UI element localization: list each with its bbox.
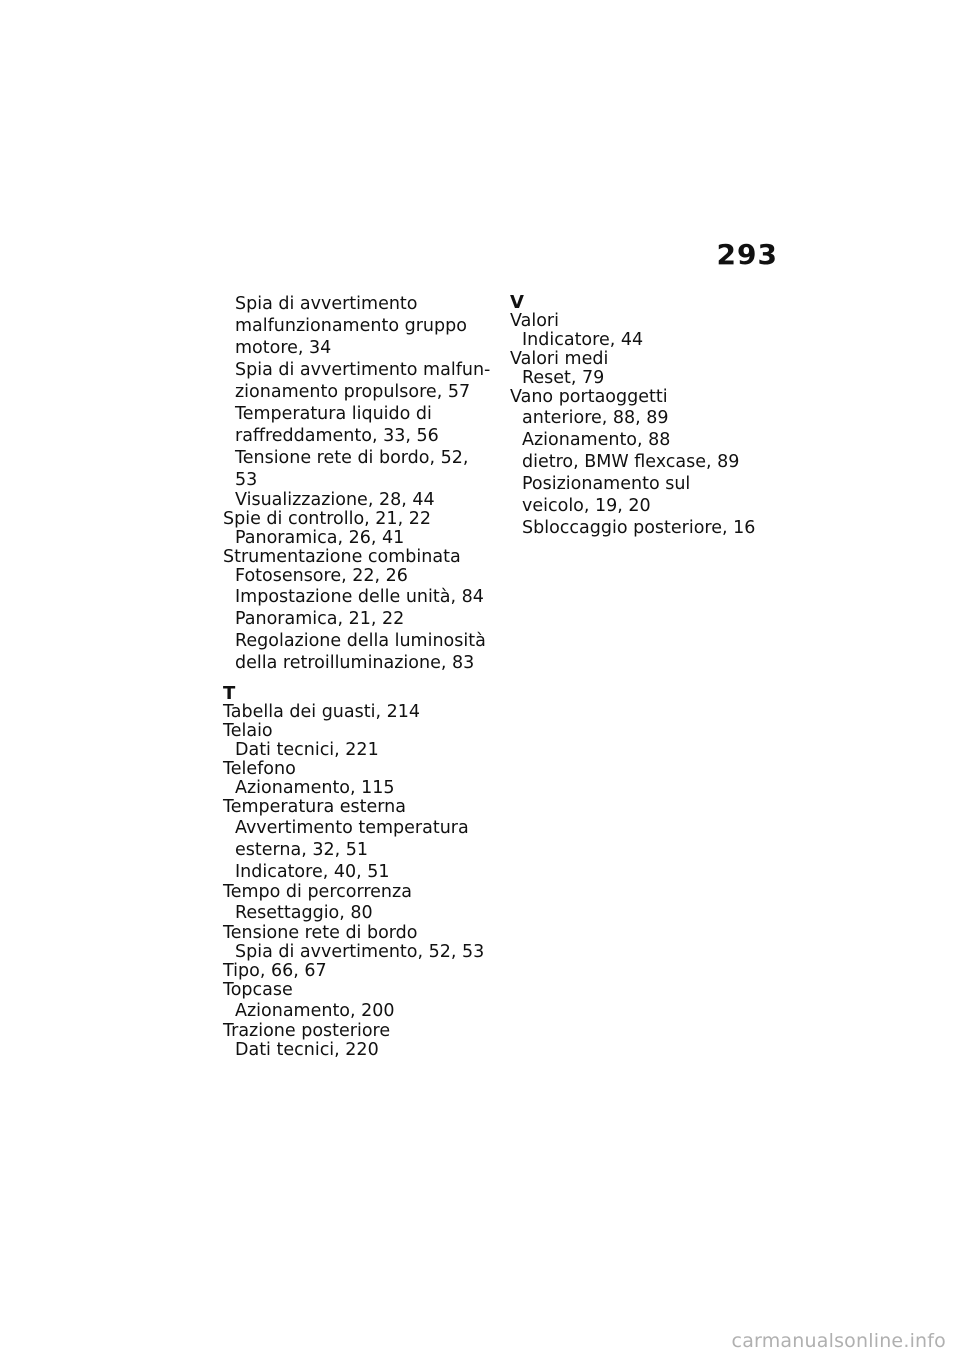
- index-column-right: [510, 293, 780, 539]
- index-subentry: 53: [235, 470, 258, 490]
- index-subentry: Reset, 79: [522, 368, 605, 388]
- index-subentry: Dati tecnici, 221: [235, 740, 379, 760]
- index-subentry: zionamento propulsore, 57: [235, 382, 471, 402]
- index-entry: Temperatura esterna: [223, 797, 406, 817]
- watermark-footer: carmanualsonline.info: [731, 1330, 946, 1352]
- page-number: 293: [716, 238, 778, 271]
- index-subentry: anteriore, 88, 89: [522, 408, 669, 428]
- index-subentry: Regolazione della luminosità: [235, 631, 486, 651]
- index-section-letter: V: [510, 292, 524, 313]
- section-gap: [223, 674, 493, 684]
- index-entry: Tipo, 66, 67: [223, 961, 327, 981]
- index-subentry: Indicatore, 40, 51: [235, 862, 390, 882]
- index-subentry: Temperatura liquido di: [235, 404, 432, 424]
- index-subentry: Sbloccaggio posteriore, 16: [522, 518, 756, 538]
- index-subentry: dietro, BMW flexcase, 89: [522, 452, 740, 472]
- index-entry: Tensione rete di bordo: [223, 923, 418, 943]
- index-subentry: Spia di avvertimento malfun-: [235, 360, 491, 380]
- index-subentry: Posizionamento sul: [522, 474, 691, 494]
- index-entry: Trazione posteriore: [223, 1021, 391, 1041]
- index-subentry: raffreddamento, 33, 56: [235, 426, 439, 446]
- index-subentry: Avvertimento temperatura: [235, 818, 469, 838]
- index-subentry: Azionamento, 115: [235, 778, 395, 798]
- index-subentry: Panoramica, 26, 41: [235, 528, 405, 548]
- index-entry: Vano portaoggetti: [510, 387, 668, 407]
- index-entry: Valori medi: [510, 349, 609, 369]
- index-entry: Telaio: [223, 721, 273, 741]
- index-subentry: Impostazione delle unità, 84: [235, 587, 484, 607]
- index-section-letter: T: [223, 683, 236, 704]
- index-entry: Tempo di percorrenza: [223, 882, 412, 902]
- index-entry: Tabella dei guasti, 214: [223, 702, 420, 722]
- index-entry: Spie di controllo, 21, 22: [223, 509, 431, 529]
- index-subentry: Fotosensore, 22, 26: [235, 566, 408, 586]
- index-subentry: veicolo, 19, 20: [522, 496, 651, 516]
- index-subentry: della retroilluminazione, 83: [235, 653, 475, 673]
- index-subentry: Azionamento, 88: [522, 430, 671, 450]
- index-subentry: Dati tecnici, 220: [235, 1040, 379, 1060]
- index-subentry: esterna, 32, 51: [235, 840, 369, 860]
- index-subentry: Tensione rete di bordo, 52,: [235, 448, 469, 468]
- index-entry: Telefono: [223, 759, 296, 779]
- index-subentry: Panoramica, 21, 22: [235, 609, 405, 629]
- index-subentry: Indicatore, 44: [522, 330, 644, 350]
- index-subentry: malfunzionamento gruppo: [235, 316, 467, 336]
- index-subentry: motore, 34: [235, 338, 332, 358]
- index-column-left: [223, 293, 493, 1060]
- index-subentry: Azionamento, 200: [235, 1001, 395, 1021]
- index-subentry: Visualizzazione, 28, 44: [235, 490, 435, 510]
- index-entry: Topcase: [223, 980, 293, 1000]
- index-subentry: Resettaggio, 80: [235, 903, 373, 923]
- index-entry: Strumentazione combinata: [223, 547, 461, 567]
- index-entry: Valori: [510, 311, 559, 331]
- index-subentry: Spia di avvertimento: [235, 294, 418, 314]
- index-subentry: Spia di avvertimento, 52, 53: [235, 942, 485, 962]
